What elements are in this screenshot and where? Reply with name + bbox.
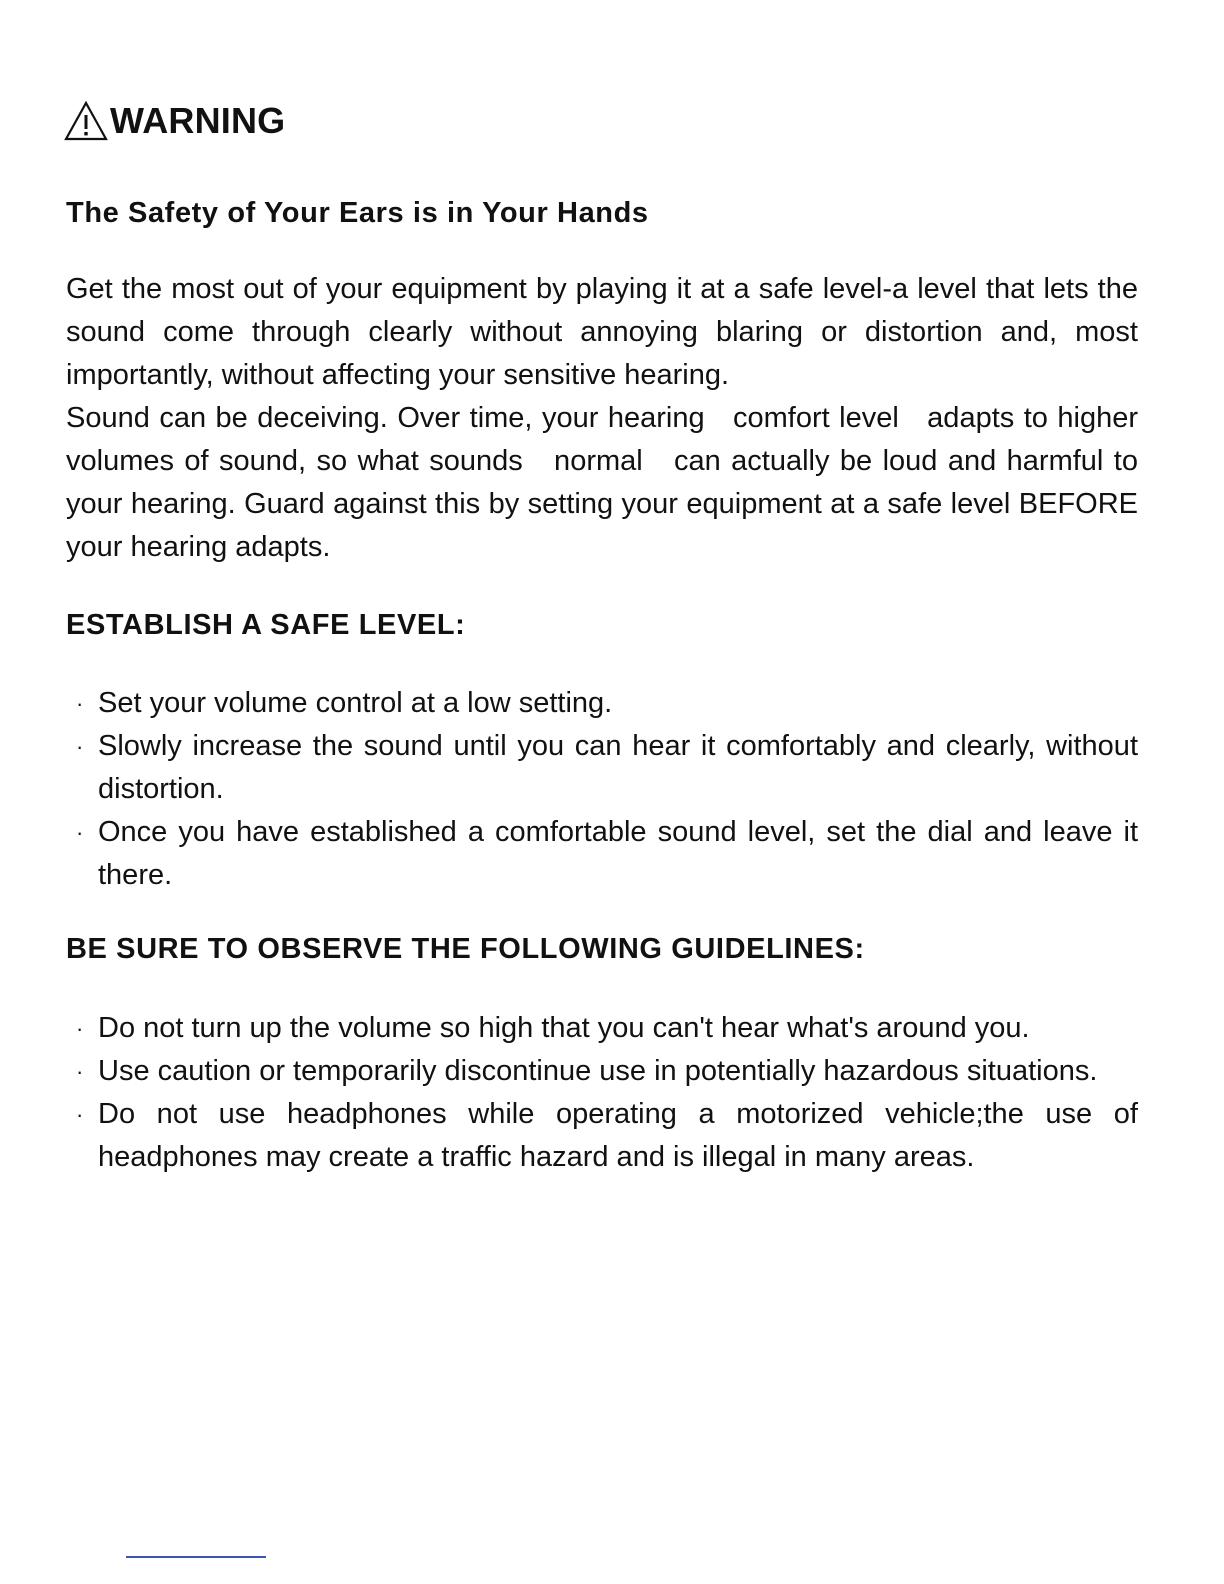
guidelines-heading: BE SURE TO OBSERVE THE FOLLOWING GUIDELINES: — [66, 933, 865, 965]
bullet-icon: · — [76, 820, 84, 845]
establish-list — [66, 682, 1138, 897]
list-item-text: Set your volume control at a low setting. — [98, 687, 613, 719]
list-item — [66, 1093, 1138, 1179]
list-item — [66, 811, 1138, 897]
list-item — [66, 1050, 1138, 1093]
section-title: The Safety of Your Ears is in Your Hands — [66, 197, 649, 229]
warning-title: WARNING — [110, 100, 286, 141]
warning-header — [64, 98, 285, 144]
establish-heading: ESTABLISH A SAFE LEVEL: — [66, 609, 466, 641]
intro-paragraph: Get the most out of your equipment by playing it at a safe level-a level that lets the sound come through clearly without annoying blaring or distortion and, most importantly, without affecting your sensitive hearing. — [66, 273, 1138, 391]
bullet-icon: · — [76, 1016, 84, 1041]
bullet-icon: · — [76, 734, 84, 759]
bullet-icon: · — [76, 1059, 84, 1084]
bullet-icon: · — [76, 1102, 84, 1127]
list-item-text: Use caution or temporarily discontinue use in potentially hazardous situations. — [98, 1055, 1098, 1087]
intro-paragraph: Sound can be deceiving. Over time, your hearing comfort level adapts to higher volumes of sound, so what sounds normal can actually be loud and harmful to your hearing. Guard against this by setting your equipment at a safe level BEFORE your hearing adapts. — [66, 402, 1147, 563]
list-item — [66, 682, 1138, 725]
list-item-text: Once you have established a comfortable sound level, set the dial and leave it there. — [98, 816, 1138, 891]
list-item-text: Slowly increase the sound until you can hear it comfortably and clearly, without distortion. — [98, 730, 1138, 805]
warning-triangle-icon — [64, 100, 108, 142]
footer-rule — [126, 1556, 266, 1558]
list-item — [66, 1007, 1138, 1050]
intro-text — [66, 268, 1147, 569]
list-item-text: Do not turn up the volume so high that you can't hear what's around you. — [98, 1012, 1030, 1044]
bullet-icon: · — [76, 691, 84, 716]
list-item-text: Do not use headphones while operating a motorized vehicle;the use of headphones may create a traffic hazard and is illegal in many areas. — [98, 1098, 1138, 1173]
list-item — [66, 725, 1138, 811]
guidelines-list — [66, 1007, 1138, 1179]
